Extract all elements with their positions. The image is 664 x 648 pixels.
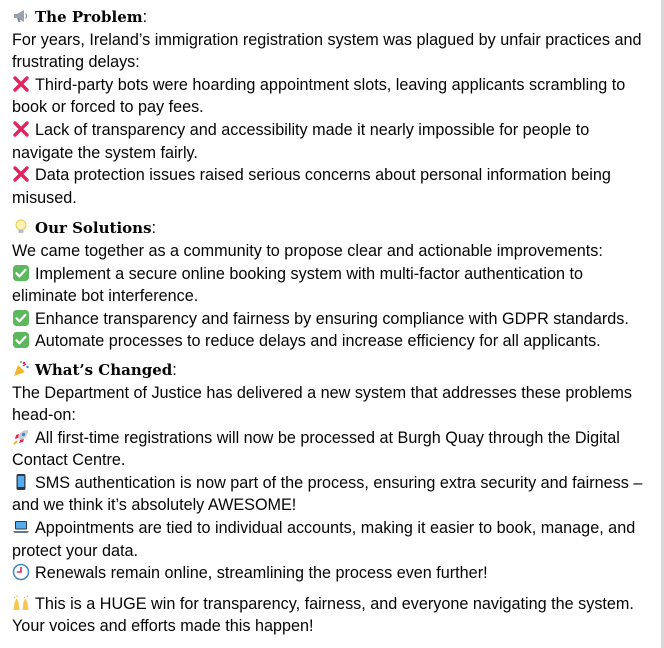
changed-item: Appointments are tied to individual accounts, making it easier to book, manage, and protect your data. bbox=[12, 519, 636, 560]
check-mark-icon bbox=[12, 331, 30, 349]
changed-item: SMS authentication is now part of the process, ensuring extra security and fairness – and we think it’s absolutely AWESOME! bbox=[12, 473, 643, 515]
party-popper-icon bbox=[12, 360, 30, 378]
clock-icon bbox=[12, 563, 30, 581]
problem-intro: For years, Ireland’s immigration registration system was plagued by unfair practices and frustrating delays: bbox=[12, 30, 642, 72]
rocket-icon bbox=[12, 428, 30, 446]
lightbulb-icon bbox=[12, 218, 30, 236]
megaphone-icon bbox=[12, 7, 30, 25]
closing-line: This is a HUGE win for transparency, fairness, and everyone navigating the system. Your voices and efforts made this happen! bbox=[12, 594, 634, 636]
problem-item: Lack of transparency and accessibility made it nearly impossible for people to navigate the system fairly. bbox=[12, 120, 590, 162]
changed-item: All first-time registrations will now be processed at Burgh Quay through the Digital Contact Centre. bbox=[12, 428, 620, 470]
problem-heading: The Problem bbox=[35, 8, 143, 26]
problem-item: Data protection issues raised serious concerns about personal information being misused. bbox=[12, 166, 611, 207]
cross-mark-icon bbox=[12, 165, 30, 183]
problem-heading-line: The Problem: bbox=[12, 6, 652, 29]
cross-mark-icon bbox=[12, 75, 30, 93]
check-mark-icon bbox=[12, 264, 30, 282]
solutions-intro: We came together as a community to propose clear and actionable improvements: bbox=[12, 241, 603, 260]
mobile-phone-icon bbox=[12, 473, 30, 491]
solutions-heading-line: Our Solutions: bbox=[12, 217, 652, 240]
solutions-item: Enhance transparency and fairness by ensuring compliance with GDPR standards. bbox=[12, 308, 652, 331]
solutions-item: Automate processes to reduce delays and increase efficiency for all applicants. bbox=[12, 330, 652, 353]
cross-mark-icon bbox=[12, 120, 30, 138]
changed-heading: What’s Changed bbox=[35, 360, 173, 379]
solutions-item: Implement a secure online booking system with multi-factor authentication to eliminate bot interference. bbox=[12, 264, 583, 306]
raised-hands-icon bbox=[12, 594, 30, 612]
laptop-icon bbox=[12, 518, 30, 536]
check-mark-icon bbox=[12, 309, 30, 327]
solutions-heading: Our Solutions bbox=[35, 219, 152, 238]
changed-intro: The Department of Justice has delivered a new system that addresses these problems head-on: bbox=[12, 383, 632, 425]
changed-item: Renewals remain online, streamlining the process even further! bbox=[12, 562, 652, 585]
changed-heading-line: What’s Changed: bbox=[12, 359, 652, 382]
problem-item: Third-party bots were hoarding appointment slots, leaving applicants scrambling to book or forced to pay fees. bbox=[12, 75, 626, 117]
